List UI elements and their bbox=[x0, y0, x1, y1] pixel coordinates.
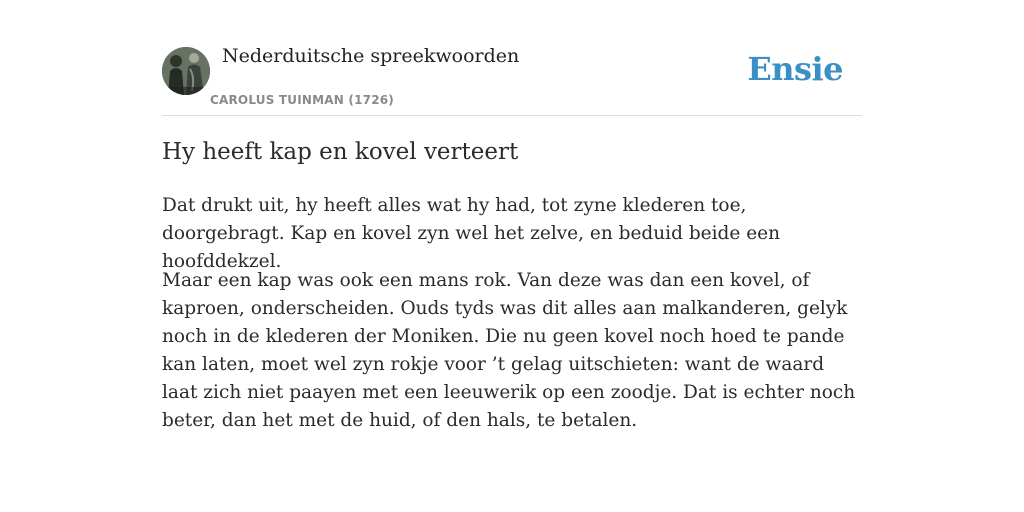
statue-image bbox=[162, 47, 210, 95]
author-label[interactable]: CAROLUS TUINMAN (1726) bbox=[210, 93, 394, 107]
book-title[interactable]: Nederduitsche spreekwoorden bbox=[222, 45, 520, 67]
entry-paragraph: Dat drukt uit, hy heeft alles wat hy had, tot zyne klederen toe, doorgebragt. Kap en kovel zyn wel het zelve, en beduid beide een hoofddekzel. bbox=[162, 195, 781, 272]
page bbox=[162, 0, 862, 431]
entry-paragraph: Maar een kap was ook een mans rok. Van deze was dan een kovel, of kaproen, onderscheiden. Ouds tyds was dit alles aan malkanderen, gelyk noch in de klederen der Moniken. Die nu geen kovel noch hoed te pande kan laten, moet wel zyn rokje voor ’t gelag uitschieten: want de waard laat zich niet paayen met een leeuwerik op een zoodje. Dat is echter noch beter, dan het met de huid, of den hals, te betalen. bbox=[162, 270, 856, 431]
entry-title: Hy heeft kap en kovel verteert bbox=[162, 139, 519, 165]
brand-logo[interactable]: Ensie bbox=[747, 50, 843, 88]
header bbox=[162, 0, 862, 116]
book-cover-avatar[interactable] bbox=[162, 47, 210, 95]
